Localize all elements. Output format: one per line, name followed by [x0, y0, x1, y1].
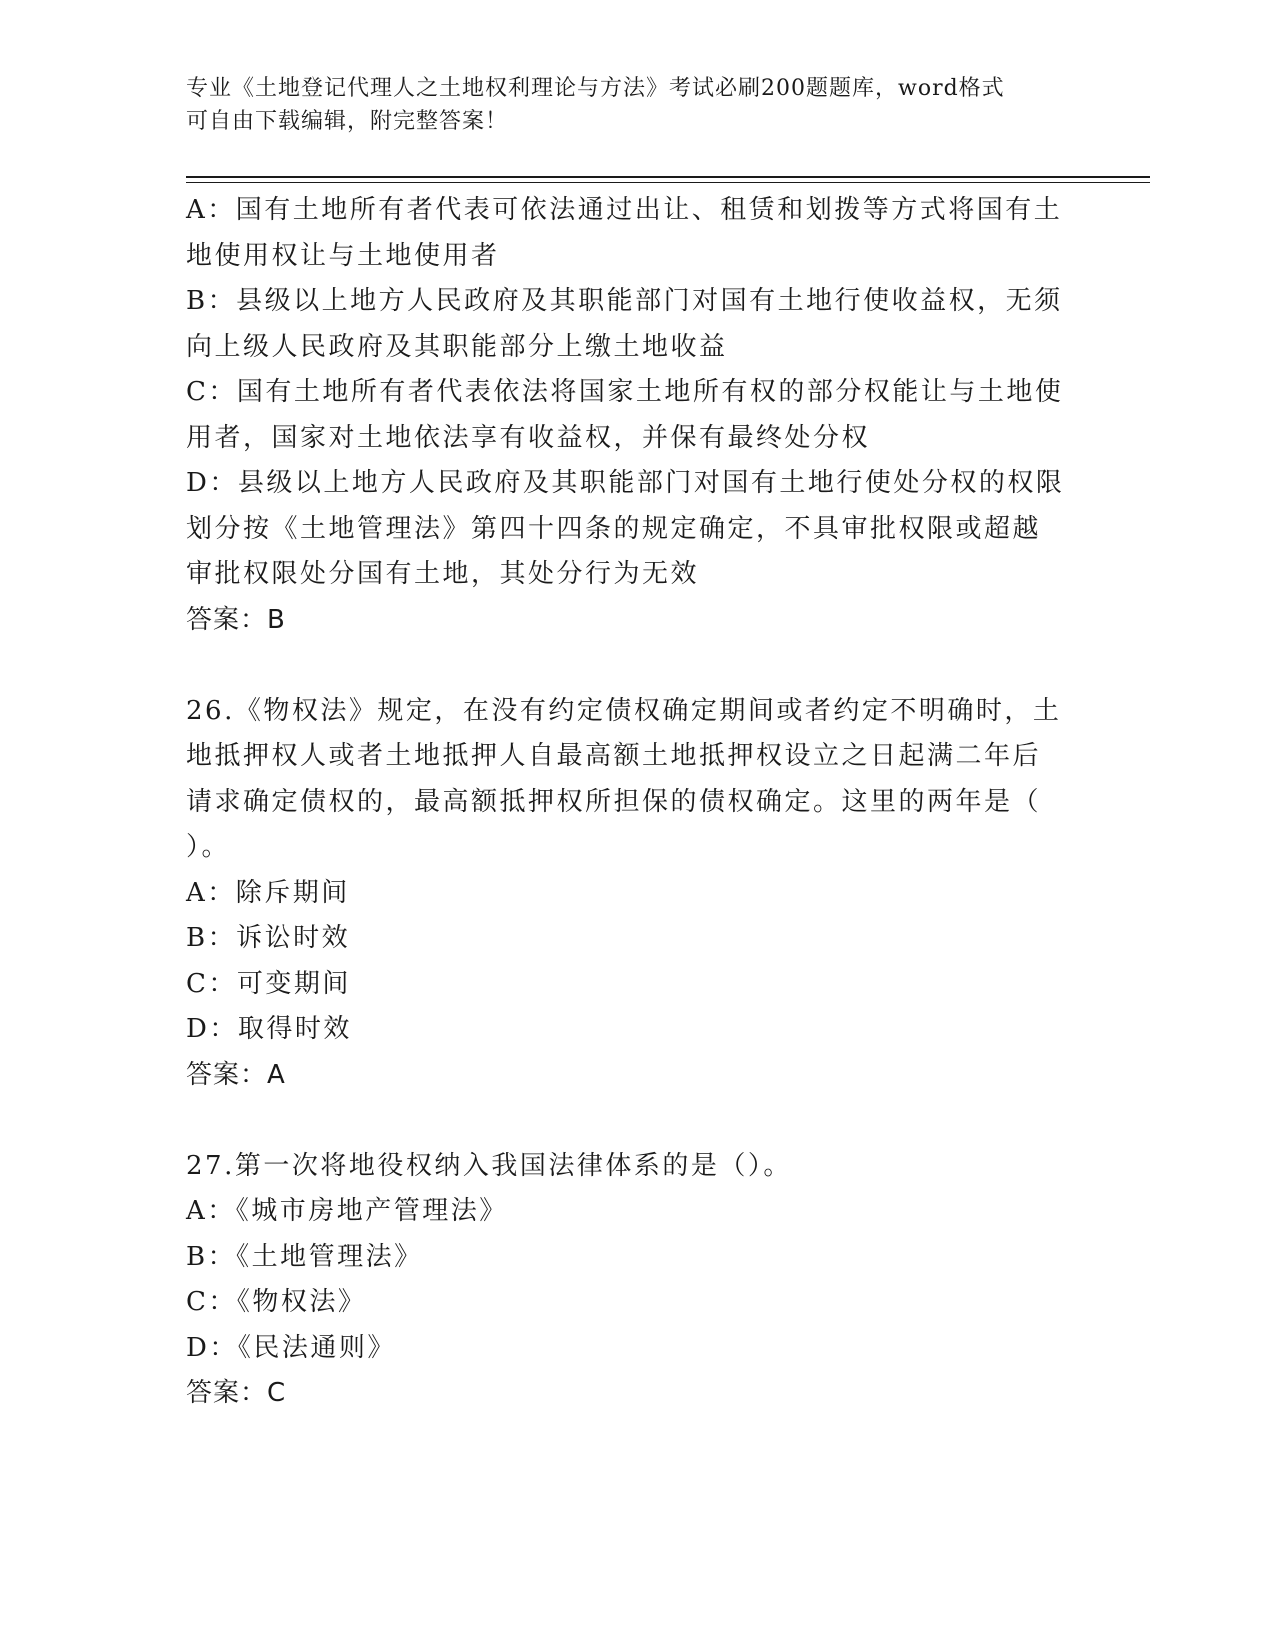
option-d-line-2: 划分按《土地管理法》第四十四条的规定确定，不具审批权限或超越	[186, 513, 1042, 544]
question-25	[186, 188, 1066, 643]
question-26-stem-line-3: 请求确定债权的，最高额抵押权所担保的债权确定。这里的两年是（	[186, 786, 1042, 817]
header-line-2: 可自由下载编辑，附完整答案！	[186, 109, 509, 134]
question-26	[186, 689, 1066, 1099]
option-b-line-2: 向上级人民政府及其职能部分上缴土地收益	[186, 331, 728, 362]
answer-27: 答案：C	[186, 1378, 287, 1408]
question-27-option-d: D：《民法通则》	[186, 1332, 396, 1363]
question-26-option-c: C：可变期间	[186, 968, 351, 999]
header-rule-thin	[186, 182, 1150, 183]
document-body	[186, 188, 1066, 1417]
question-27	[186, 1144, 1066, 1417]
question-26-stem-line-1: 26.《物权法》规定，在没有约定债权确定期间或者约定不明确时，土	[186, 695, 1062, 726]
question-27-option-c: C：《物权法》	[186, 1287, 367, 1317]
option-c-line-1: C：国有土地所有者代表依法将国家土地所有权的部分权能让与土地使	[186, 377, 1064, 407]
question-27-option-b: B：《土地管理法》	[186, 1241, 423, 1272]
option-b-line-1: B：县级以上地方人民政府及其职能部门对国有土地行使收益权，无须	[186, 286, 1063, 316]
question-26-option-d: D：取得时效	[186, 1014, 352, 1044]
option-a-line-1: A：国有土地所有者代表可依法通过出让、租赁和划拨等方式将国有土	[186, 195, 1063, 225]
question-27-option-a: A：《城市房地产管理法》	[186, 1196, 508, 1226]
spacer	[186, 643, 1066, 689]
document-header	[186, 72, 1066, 138]
question-26-stem-line-4: ）。	[186, 832, 231, 862]
question-27-stem-line-1: 27.第一次将地役权纳入我国法律体系的是（）。	[186, 1150, 792, 1181]
question-26-option-a: A：除斥期间	[186, 877, 350, 908]
option-a-line-2: 地使用权让与土地使用者	[186, 240, 500, 271]
header-rule-thick	[186, 176, 1150, 178]
answer-25: 答案：B	[186, 604, 286, 635]
option-d-line-3: 审批权限处分国有土地，其处分行为无效	[186, 559, 700, 589]
header-line-1: 专业《土地登记代理人之土地权利理论与方法》考试必刷200题题库，word格式	[186, 76, 1005, 101]
question-26-option-b: B：诉讼时效	[186, 923, 351, 953]
answer-26: 答案：A	[186, 1059, 286, 1090]
question-26-stem-line-2: 地抵押权人或者土地抵押人自最高额土地抵押权设立之日起满二年后	[186, 741, 1042, 771]
spacer	[186, 1098, 1066, 1144]
option-c-line-2: 用者，国家对土地依法享有收益权，并保有最终处分权	[186, 422, 871, 453]
option-d-line-1: D：县级以上地方人民政府及其职能部门对国有土地行使处分权的权限	[186, 468, 1065, 498]
